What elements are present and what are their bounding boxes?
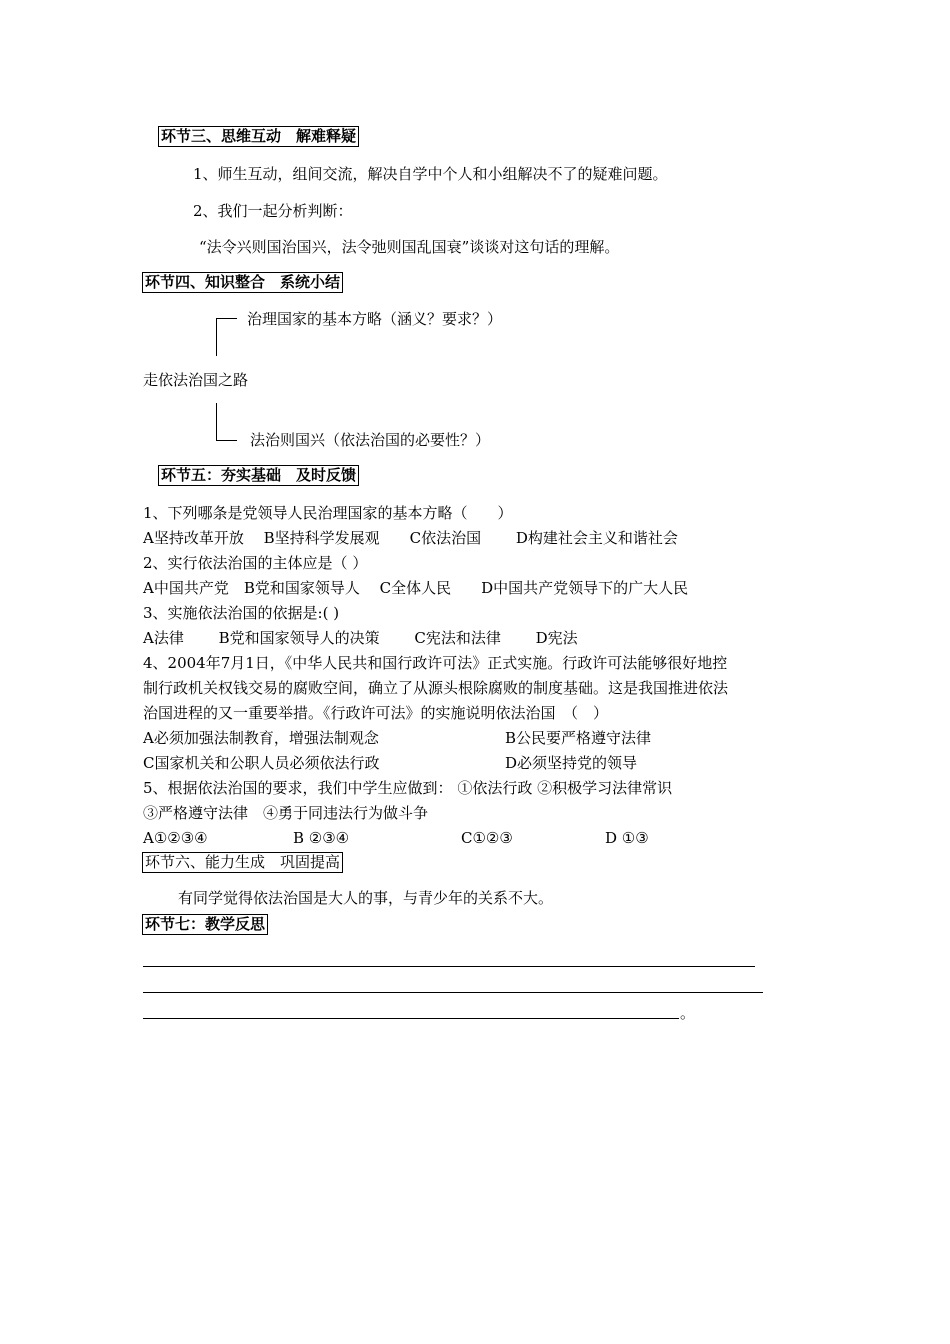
section3-line2: 2、我们一起分析判断：: [193, 202, 353, 220]
q5-line1: 5、根据依法治国的要求，我们中学生应做到： ①依法行政 ②积极学习法律常识: [143, 779, 673, 797]
section3-heading: 环节三、思维互动 解难释疑: [158, 126, 359, 147]
q5-option-d: D ①③: [605, 829, 649, 847]
q4-option-a: A必须加强法制教育，增强法制观念: [143, 729, 379, 747]
q4-option-c: C国家机关和公职人员必须依法行政: [143, 754, 380, 772]
reflection-line-1[interactable]: [143, 966, 755, 967]
bracket-bottom-vertical: [216, 403, 217, 441]
section3-line1: 1、师生互动，组间交流，解决自学中个人和小组解决不了的疑难问题。: [193, 165, 668, 183]
q1-options: A坚持改革开放 B坚持科学发展观 C依法治国 D构建社会主义和谐社会: [143, 529, 678, 547]
q5-line2: ③严格遵守法律 ④勇于同违法行为做斗争: [143, 804, 429, 822]
section7-heading: 环节七：教学反思: [142, 914, 268, 935]
q4-option-d: D必须坚持党的领导: [505, 754, 638, 772]
reflection-line-3[interactable]: [143, 1018, 679, 1019]
section6-text: 有同学觉得依法治国是大人的事，与青少年的关系不大。: [178, 889, 554, 907]
bracket-bottom-horizontal: [216, 440, 237, 441]
bracket-top-horizontal: [216, 318, 237, 319]
q3-options: A法律 B党和国家领导人的决策 C宪法和法律 D宪法: [143, 629, 578, 647]
q4-line3: 治国进程的又一重要举措。《行政许可法》的实施说明依法治国 （ ）: [143, 704, 609, 722]
q4-line2: 制行政机关权钱交易的腐败空间，确立了从源头根除腐败的制度基础。这是我国推进依法: [143, 679, 729, 697]
q3-text: 3、实施依法治国的依据是:( ): [143, 604, 340, 622]
q5-option-a: A①②③④: [143, 829, 208, 847]
q4-line1: 4、2004年7月1日，《中华人民共和国行政许可法》正式实施。行政许可法能够很好地控: [143, 654, 728, 672]
reflection-line-2[interactable]: [143, 992, 763, 993]
q5-option-c: C①②③: [461, 829, 513, 847]
bracket-top-vertical: [216, 318, 217, 356]
mindmap-top-branch: 治理国家的基本方略（涵义？要求？）: [247, 310, 503, 328]
q2-options: A中国共产党 B党和国家领导人 C全体人民 D中国共产党领导下的广大人民: [143, 579, 689, 597]
mindmap-root: 走依法治国之路: [143, 371, 249, 389]
section5-heading: 环节五：夯实基础 及时反馈: [158, 465, 359, 486]
reflection-end-mark: 。: [680, 1004, 696, 1022]
q5-option-b: B ②③④: [293, 829, 350, 847]
q4-option-b: B公民要严格遵守法律: [505, 729, 652, 747]
section4-heading: 环节四、知识整合 系统小结: [142, 272, 343, 293]
section6-heading: 环节六、能力生成 巩固提高: [142, 852, 343, 873]
q2-text: 2、实行依法治国的主体应是（ ）: [143, 554, 368, 572]
section3-quote: “法令兴则国治国兴，法令弛则国乱国衰”谈谈对这句话的理解。: [199, 238, 620, 256]
mindmap-bottom-branch: 法治则国兴（依法治国的必要性？）: [250, 431, 491, 449]
q1-text: 1、下列哪条是党领导人民治理国家的基本方略（ ）: [143, 504, 513, 522]
